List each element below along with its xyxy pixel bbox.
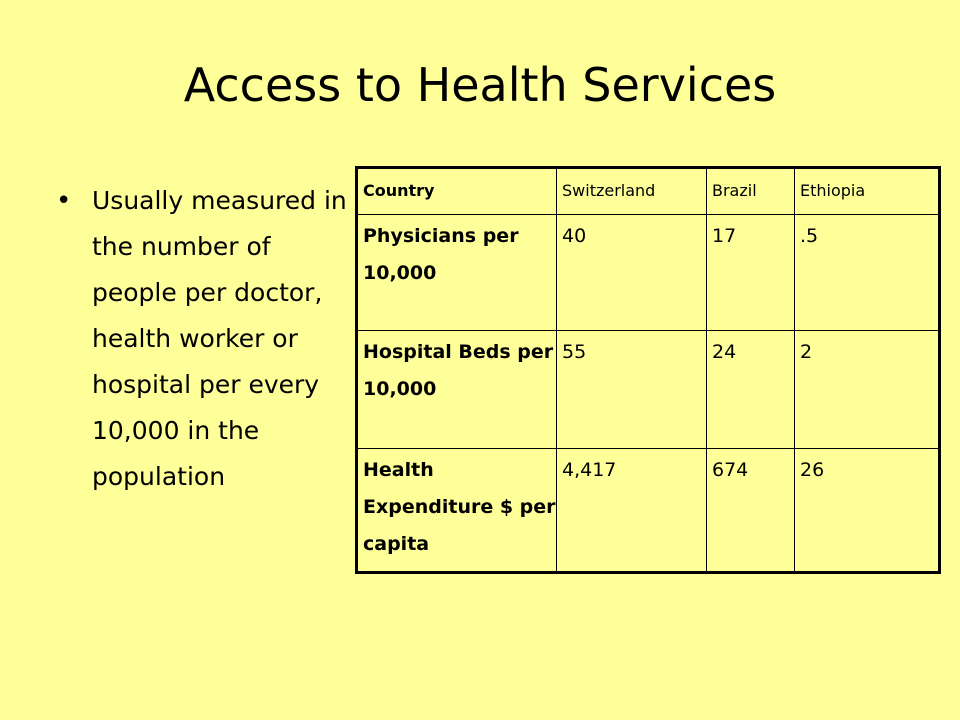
header-ethiopia: Ethiopia (795, 168, 940, 215)
row-label-hospital-beds: Hospital Beds per 10,000 (357, 331, 557, 449)
header-country: Country (357, 168, 557, 215)
bullet-text: Usually measured in the number of people per doctor, health worker or hospital per every 10,000 in the population (92, 186, 347, 491)
bullet-list (56, 178, 356, 500)
cell-ethiopia-beds: 2 (795, 331, 940, 449)
slide-title: Access to Health Services (183, 58, 777, 112)
bullet-dot-icon: • (56, 186, 72, 216)
header-brazil: Brazil (707, 168, 795, 215)
row-label-physicians: Physicians per 10,000 (357, 215, 557, 331)
cell-ethiopia-physicians: .5 (795, 215, 940, 331)
bullet-item (56, 178, 356, 500)
header-switzerland: Switzerland (557, 168, 707, 215)
table-row (357, 449, 940, 573)
table-header-row (357, 168, 940, 215)
row-label-health-expenditure: Health Expenditure $ per capita (357, 449, 557, 573)
cell-brazil-physicians: 17 (707, 215, 795, 331)
cell-ethiopia-expenditure: 26 (795, 449, 940, 573)
cell-brazil-expenditure: 674 (707, 449, 795, 573)
table-row (357, 331, 940, 449)
cell-switzerland-beds: 55 (557, 331, 707, 449)
cell-brazil-beds: 24 (707, 331, 795, 449)
table-row (357, 215, 940, 331)
cell-switzerland-physicians: 40 (557, 215, 707, 331)
cell-switzerland-expenditure: 4,417 (557, 449, 707, 573)
health-access-table (355, 166, 941, 574)
